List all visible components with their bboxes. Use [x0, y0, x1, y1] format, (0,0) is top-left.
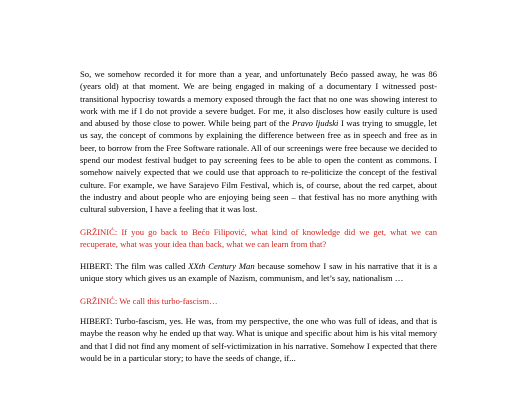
- question-grzinic-2: [80, 295, 437, 307]
- speaker-label: HIBERT:: [80, 316, 113, 327]
- paragraph-intro-text-before: So, we somehow recorded it for more than a year, and unfortunately Bećo passed away, he was 86 (years old) at that moment. We are being engaged in making of a documentary I witnessed post-transitional hypocrisy towards a memory exposed through the fact that no one was showing interest to work with me if I do not provide a severe budget. For me, it also discloses how easily culture is used and abused by those close to power. While being part of the: [80, 69, 437, 129]
- answer-italic-title: XXth Century Man: [188, 261, 255, 272]
- speaker-label: GRŽINIĆ:: [80, 295, 118, 306]
- speaker-label: GRŽINIĆ:: [80, 226, 118, 237]
- answer-hibert-1: [80, 260, 437, 285]
- speaker-label: HIBERT:: [80, 261, 113, 272]
- paragraph-intro-text-after: I was trying to smuggle, let us say, the concept of commons by explaining the difference between free as in speech and free as in beer, to borrow from the Free Software rationale. All of our screenings were free because we decided to spend our modest festival budget to pay screening fees to be able to open the content as commons. I somehow naively expected that we could use that approach to re-politicize the concept of the festival culture. For example, we have Sarajevo Film Festival, which is, of course, about the red carpet, about the industry and about people who are enjoying being seen – that festival has no more anything with cultural subversion, I have a feeling that it was lost.: [80, 118, 437, 215]
- question-grzinic-1: [80, 226, 437, 251]
- answer-text: Turbo-fascism, yes. He was, from my perspective, the one who was full of ideas, and that is maybe the reason why he ended up that way. What is unique and specific about him is his vital memory and that I did not find any moment of self-victimization in his narrative. Somehow I expected that there would be in a particular story; to have the seeds of change, if...: [80, 316, 438, 363]
- question-text: We call this turbo-fascism…: [119, 295, 218, 306]
- answer-hibert-2: [80, 315, 437, 364]
- document-page: [80, 68, 437, 374]
- paragraph-intro-italic-title: Pravo ljudski: [291, 118, 339, 129]
- question-text: If you go back to Bećo Filipović, what kind of knowledge did we get, what we can recuperate, what was your idea than back, what we can learn from that?: [80, 226, 438, 249]
- answer-text-before: The film was called: [115, 261, 189, 272]
- answer-text-after: because somehow I saw in his narrative that it is a unique story which gives us an example of Nazism, communism, and let’s say, nationalism …: [80, 261, 438, 284]
- paragraph-intro: [80, 68, 437, 216]
